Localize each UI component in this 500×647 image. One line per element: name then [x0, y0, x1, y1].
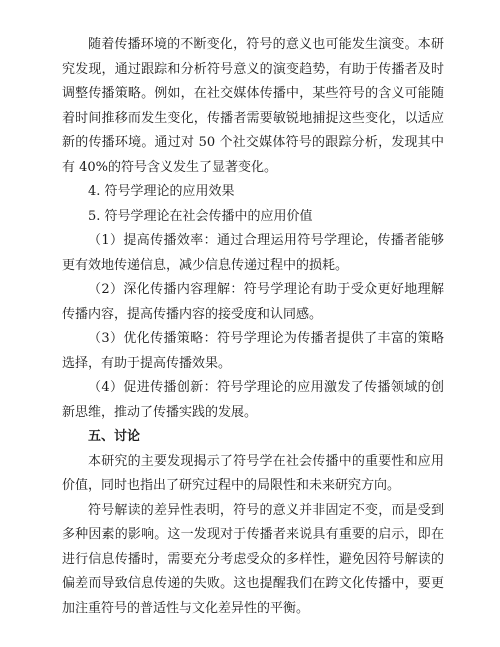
sub-item-efficiency: （1）提高传播效率：通过合理运用符号学理论，传播者能够更有效地传递信息，减少信息传递过程中的损耗。	[62, 233, 444, 273]
section-heading-discussion: 五、讨论	[88, 429, 141, 444]
paragraph-interpretation-diversity: 符号解读的差异性表明，符号的意义并非固定不变，而是受到多种因素的影响。这一发现对于传播者来说具有重要的启示，即在进行信息传播时，需要充分考虑受众的多样性，避免因符号解读的偏差而导致信息传递的失败。这也提醒我们在跨文化传播中，要更加注重符号的普适性与文化差异性的平衡。	[62, 502, 444, 616]
list-item-application-value: 5. 符号学理论在社会传播中的应用价值	[88, 208, 313, 224]
paragraph-symbol-evolution: 随着传播环境的不断变化，符号的意义也可能发生演变。本研究发现，通过跟踪和分析符号意义的演变趋势，有助于传播者及时调整传播策略。例如，在社交媒体传播中，某些符号的含义可能随着时间推移而发生变化，传播者需要敏锐地捕捉这些变化，以适应新的传播环境。通过对 50 个社交媒体符号的跟踪分析，发现其中有 40%的符号含义发生了显著变化。	[62, 37, 444, 175]
sub-item-understanding: （2）深化传播内容理解：符号学理论有助于受众更好地理解传播内容，提高传播内容的接受度和认同感。	[62, 282, 444, 322]
list-item-application-effect: 4. 符号学理论的应用效果	[88, 184, 235, 199]
sub-item-strategy: （3）优化传播策略：符号学理论为传播者提供了丰富的策略选择，有助于提高传播效果。	[62, 331, 444, 371]
sub-item-innovation: （4）促进传播创新：符号学理论的应用激发了传播领域的创新思维，推动了传播实践的发展。	[62, 380, 444, 420]
paragraph-main-findings: 本研究的主要发现揭示了符号学在社会传播中的重要性和应用价值，同时也指出了研究过程中的局限性和未来研究方向。	[62, 453, 444, 493]
